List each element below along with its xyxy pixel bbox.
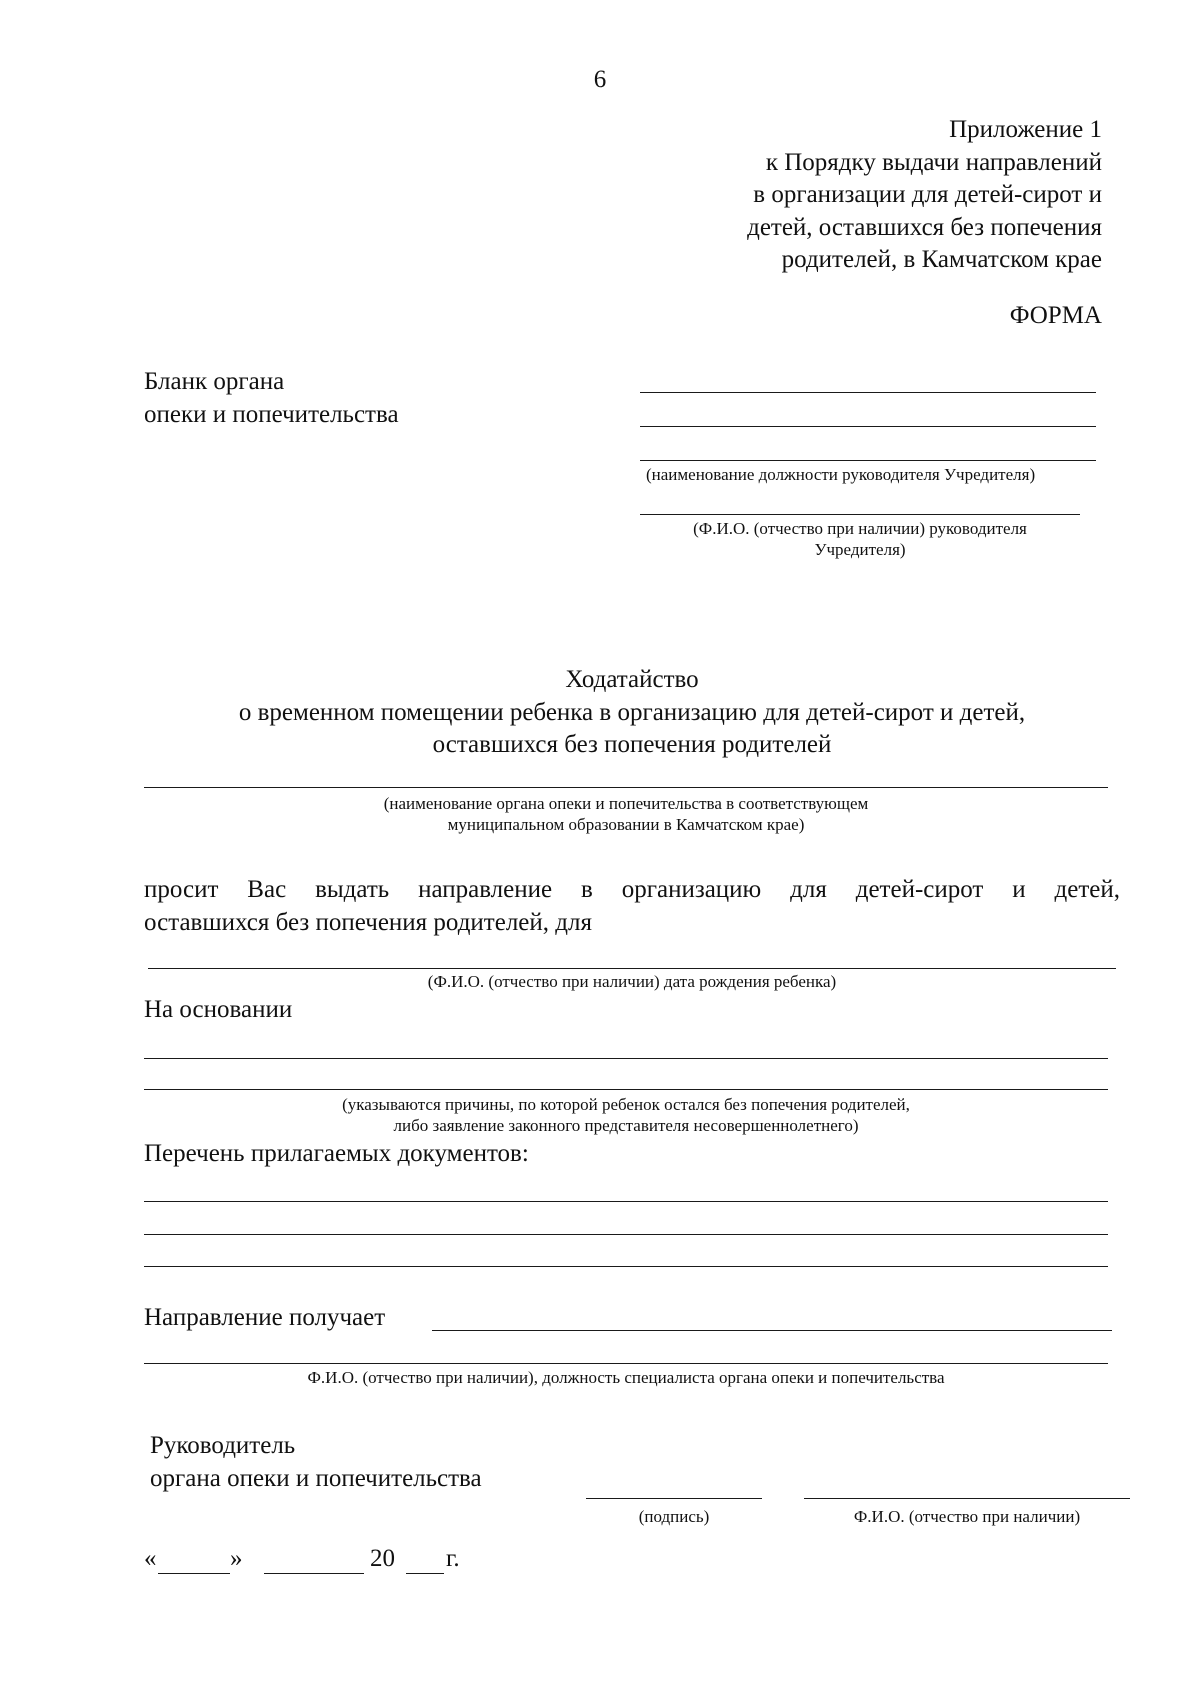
sign-caption: (подпись) <box>638 1507 710 1526</box>
title-line-1: Ходатайство <box>565 666 699 693</box>
authority-name-line[interactable] <box>144 787 1108 788</box>
form-label: ФОРМА <box>1009 302 1102 329</box>
signature-line-1: Руководитель <box>150 1432 296 1459</box>
date-month-line[interactable] <box>264 1573 364 1574</box>
basis-label: На основании <box>144 996 293 1023</box>
letterhead-line-1: Бланк органа <box>144 368 285 395</box>
request-line-1: просит Вас выдать направление в организацию для детей-сирот и детей, <box>144 876 1120 903</box>
appendix-line-1: Приложение 1 <box>949 116 1102 143</box>
addressee-name-line[interactable] <box>640 514 1080 515</box>
date-year-prefix: 20 <box>370 1545 395 1572</box>
position-caption: (наименование должности руководителя Учредителя) <box>646 465 1036 484</box>
appendix-line-2: к Порядку выдачи направлений <box>765 148 1102 176</box>
appendix-block <box>747 114 1102 277</box>
date-open-quote: « <box>144 1545 157 1572</box>
child-caption: (Ф.И.О. (отчество при наличии) дата рождения ребенка) <box>427 972 837 991</box>
name-caption: Ф.И.О. (отчество при наличии) <box>853 1507 1081 1526</box>
date-year-line[interactable] <box>406 1573 444 1574</box>
signature-line-2: органа опеки и попечительства <box>150 1464 482 1492</box>
request-line-2: оставшихся без попечения родителей, для <box>144 908 592 936</box>
documents-line-1[interactable] <box>144 1201 1108 1202</box>
signature-label <box>150 1430 482 1495</box>
addressee-name-caption: (Ф.И.О. (отчество при наличии) руководителя Учредителя) <box>693 519 1027 560</box>
documents-line-3[interactable] <box>144 1266 1108 1267</box>
appendix-line-4: детей, оставшихся без попечения <box>747 213 1102 241</box>
appendix-line-5: родителей, в Камчатском крае <box>781 246 1102 273</box>
receiver-line-2[interactable] <box>144 1363 1108 1364</box>
date-day-line[interactable] <box>158 1573 230 1574</box>
signature-sign-line[interactable] <box>586 1498 762 1499</box>
authority-caption: (наименование органа опеки и попечительства в соответствующем муниципальном образовании в Камчатском крае) <box>383 794 869 835</box>
document-title <box>144 664 1120 762</box>
basis-line-1[interactable] <box>144 1058 1108 1059</box>
documents-label: Перечень прилагаемых документов: <box>144 1140 529 1167</box>
date-year-suffix: г. <box>446 1545 460 1572</box>
title-line-3: оставшихся без попечения родителей <box>432 731 832 758</box>
addressee-line-1[interactable] <box>640 392 1096 393</box>
request-text <box>144 874 1120 939</box>
basis-line-2[interactable] <box>144 1089 1108 1090</box>
receiver-caption: Ф.И.О. (отчество при наличии), должность специалиста органа опеки и попечительства <box>307 1368 945 1387</box>
appendix-line-3: в организации для детей-сирот и <box>753 181 1102 208</box>
basis-caption: (указываются причины, по которой ребенок остался без попечения родителей, либо заявление законного представителя несовершеннолетнего) <box>342 1095 910 1136</box>
page-number: 6 <box>593 66 607 93</box>
title-line-2: о временном помещении ребенка в организацию для детей-сирот и детей, <box>238 698 1026 726</box>
date-close-quote: » <box>230 1545 243 1572</box>
receiver-line[interactable] <box>432 1330 1112 1331</box>
signature-name-line[interactable] <box>804 1498 1130 1499</box>
addressee-line-3[interactable] <box>640 460 1096 461</box>
letterhead-line-2: опеки и попечительства <box>144 400 399 428</box>
addressee-line-2[interactable] <box>640 426 1096 427</box>
documents-line-2[interactable] <box>144 1234 1108 1235</box>
receiver-label: Направление получает <box>144 1304 386 1331</box>
child-name-line[interactable] <box>148 968 1116 969</box>
letterhead <box>144 366 399 431</box>
